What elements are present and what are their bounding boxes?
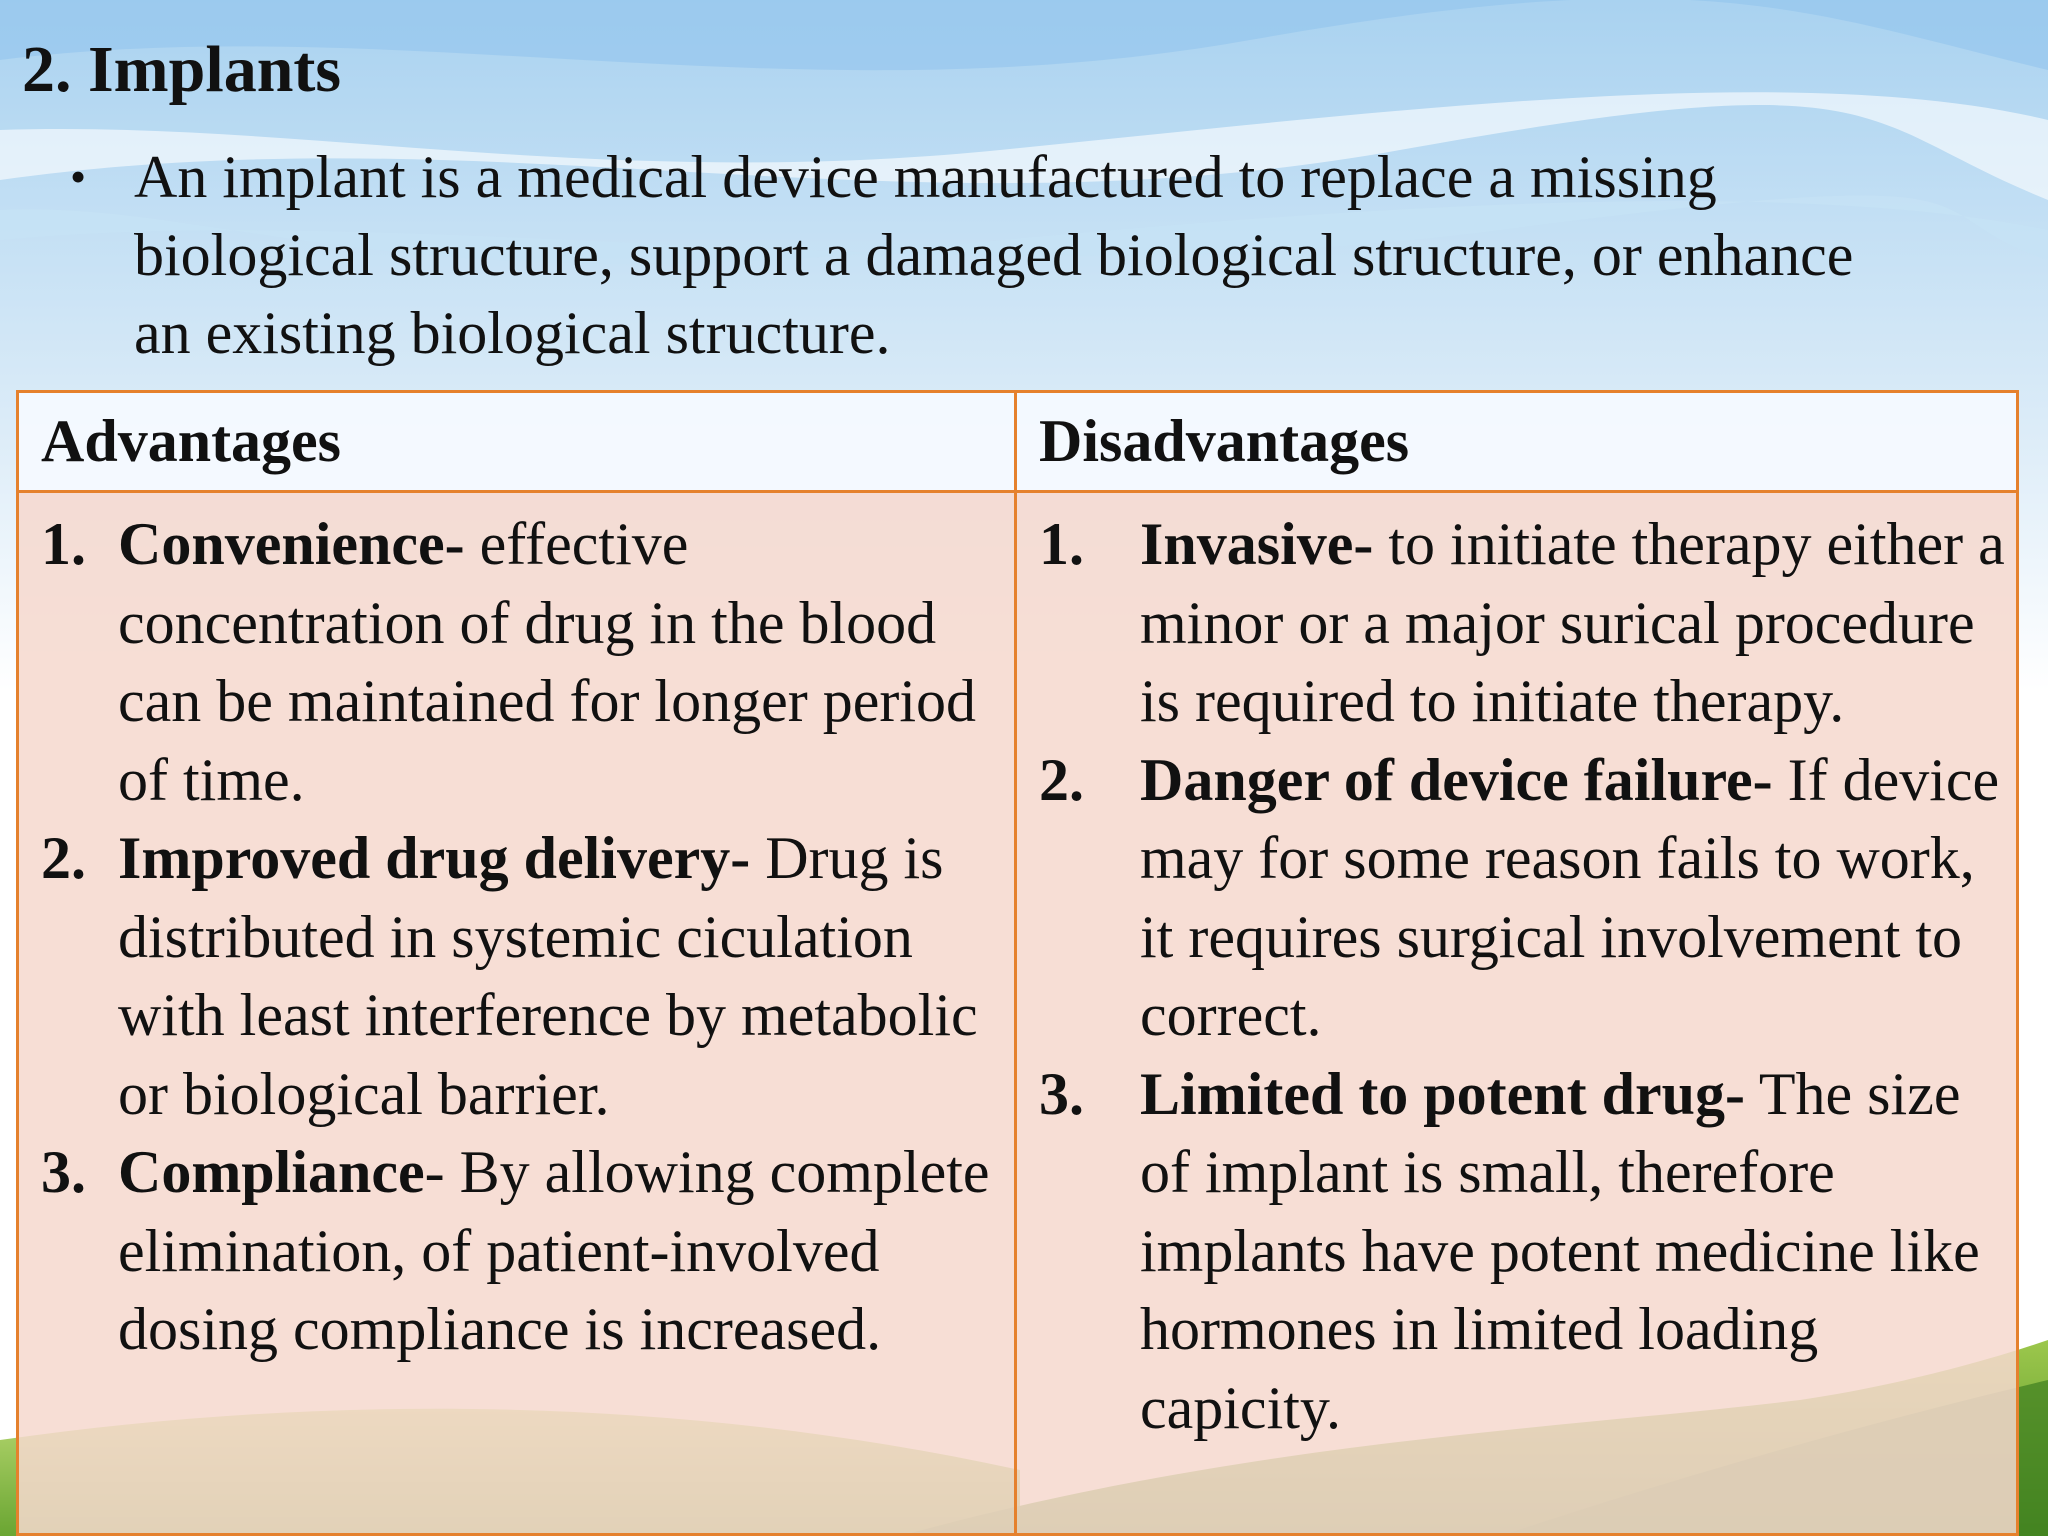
advantages-cell (18, 492, 1016, 1535)
table-row (18, 492, 2018, 1535)
item-description: The size of implant is small, therefore implants have potent medicine like hormones in limited loading capicity. (1140, 1060, 1980, 1441)
advantages-list (41, 505, 1004, 1369)
item-number: 1. (1039, 511, 1084, 577)
item-number: 3. (41, 1139, 86, 1205)
item-description: effective concentration of drug in the blood can be maintained for longer period of time. (118, 511, 976, 813)
bullet-marker: • (70, 151, 87, 202)
item-term: Invasive- (1140, 511, 1374, 577)
table-header-row (18, 392, 2018, 492)
item-number: 2. (1039, 746, 1084, 813)
item-number: 1. (41, 511, 86, 577)
item-term: Danger of device failure- (1140, 746, 1773, 813)
list-item (1039, 505, 2006, 741)
list-item (1039, 741, 2006, 1055)
item-term: Improved drug delivery- (118, 825, 751, 891)
slide-title: 2. Implants (22, 33, 342, 106)
disadvantages-header: Disadvantages (1016, 392, 2018, 492)
comparison-table (16, 390, 2019, 1536)
item-term: Compliance (118, 1139, 425, 1205)
disadvantages-list (1039, 505, 2006, 1447)
list-item (1039, 1055, 2006, 1448)
list-item (41, 1133, 1004, 1369)
item-description: Drug is distributed in systemic ciculation with least interference by metabolic or biological barrier. (118, 825, 978, 1127)
list-item (41, 505, 1004, 819)
advantages-header: Advantages (18, 392, 1016, 492)
intro-text: An implant is a medical device manufactured to replace a missing biological structure, support a damaged biological structure, or enhance an existing biological structure. (134, 144, 1854, 366)
list-item (41, 819, 1004, 1133)
item-description: - By allowing complete elimination, of patient-involved dosing compliance is increased. (118, 1139, 990, 1362)
item-number: 2. (41, 825, 86, 891)
item-term: Convenience- (118, 511, 465, 577)
disadvantages-cell (1016, 492, 2018, 1535)
item-number: 3. (1039, 1060, 1084, 1127)
item-description: to initiate therapy either a minor or a major surical procedure is required to initiate therapy. (1140, 511, 2005, 734)
item-term: Limited to potent drug- (1140, 1060, 1745, 1127)
intro-bullet-point (56, 138, 1956, 372)
item-description: If device may for some reason fails to work, it requires surgical involvement to correct. (1140, 746, 2000, 1048)
